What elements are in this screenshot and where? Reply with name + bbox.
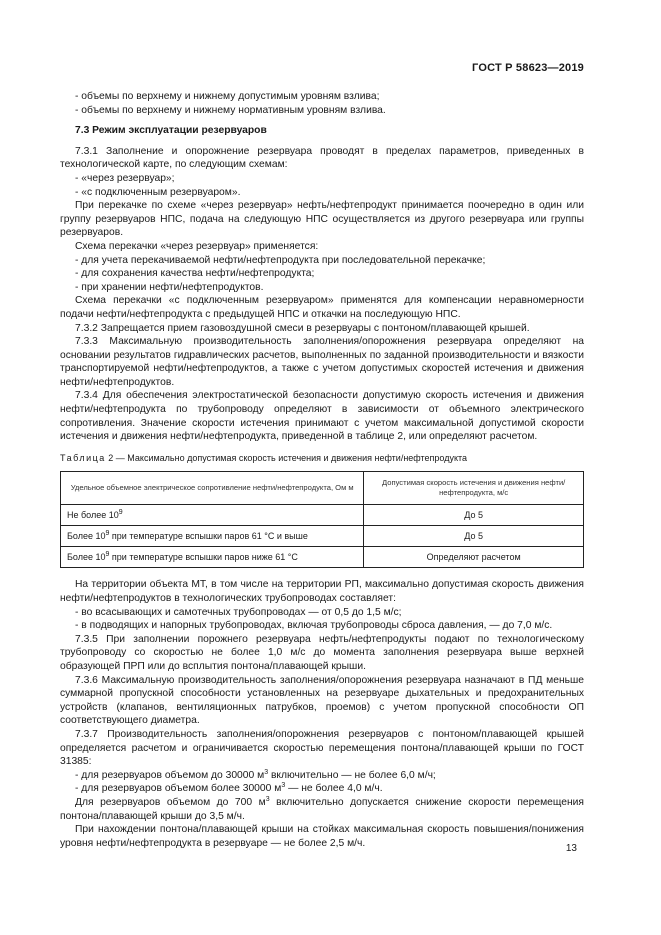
paragraph [60, 796, 584, 823]
table-cell-resistance [61, 526, 364, 547]
paragraph-text: Для резервуаров объемом до 700 м [75, 796, 266, 808]
paragraph-7-3-5: 7.3.5 При заполнении порожнего резервуара нефть/нефтепродукты подают по технологическому трубопроводу со скоростью не более 1,0 м/с до момента заполнения резервуара выше верхней образующей ПРП или до всплытия понтона/плавающей крыши. [60, 633, 584, 672]
list-item [60, 782, 584, 796]
exponent: 9 [105, 550, 110, 558]
table-row [61, 547, 584, 568]
paragraph-7-3-7: 7.3.7 Производительность заполнения/опорожнения резервуаров с понтоном/плавающей крышей определяется расчетом и ограничивается скоростью перемещения понтона/плавающей крыши по ГОСТ 31385: [60, 728, 584, 768]
paragraph-7-3-4: 7.3.4 Для обеспечения электростатической безопасности допустимую скорость истечения и движения нефти/нефтепродукта по трубопроводу определяют в зависимости от объемного электрического сопротивления. Значение скорости истечения принимают с учетом максимальной допустимой скорости истечения и движения нефти/нефтепродукта, приведенной в таблице 2, или определяют расчетом. [60, 390, 584, 443]
velocity-table [60, 471, 584, 568]
list-item: - «с подключенным резервуаром». [75, 186, 241, 198]
exponent: 9 [118, 508, 123, 516]
table-cell-resistance [61, 547, 364, 568]
list-item: - для учета перекачиваемой нефти/нефтепродукта при последовательной перекачке; [75, 254, 486, 266]
exponent: 3 [265, 795, 270, 803]
paragraph: Схема перекачки «через резервуар» применяется: [75, 240, 319, 252]
cell-text: при температуре вспышки паров 61 °С и выше [109, 530, 308, 541]
paragraph-7-3-1: 7.3.1 Заполнение и опорожнение резервуара проводят в пределах параметров, приведенных в технологической карте, по следующим схемам: [60, 145, 584, 171]
cell-text: Более 10 [67, 551, 106, 562]
list-item: - объемы по верхнему и нижнему нормативным уровням взлива. [75, 104, 386, 116]
paragraph: На территории объекта МТ, в том числе на территории РП, максимально допустимая скорость движения нефти/нефтепродуктов в технологических трубопроводах составляет: [60, 579, 584, 605]
item-text: - для резервуаров объемом более 30000 м [75, 783, 282, 795]
paragraph-7-3-3: 7.3.3 Максимальную производительность заполнения/опорожнения резервуара определяют на основании результатов гидравлических расчетов, выполненных по заданной производительности и вязкости транспортируемой нефти/нефтепродуктов, а также с учетом допустимых скоростей истечения и движения нефти/нефтепродуктов. [60, 336, 584, 388]
paragraph-text: включительно допускается снижение скорости перемещения понтона/плавающей крыши до 3,5 м/ч. [60, 796, 584, 822]
list-item: - во всасывающих и самотечных трубопроводах — от 0,5 до 1,5 м/с; [75, 606, 402, 618]
table-cell-resistance [61, 505, 364, 526]
table-cell-velocity: Определяют расчетом [364, 547, 584, 568]
list-item [60, 769, 584, 783]
paragraph: При перекачке по схеме «через резервуар» нефть/нефтепродукт принимается поочередно в один или группу резервуаров НПС, подача на следующую НПС осуществляется из другого резервуара или группы резервуаров. [60, 200, 584, 239]
page-body [60, 90, 584, 850]
cell-text: Не более 10 [67, 509, 119, 520]
table-header-resistance: Удельное объемное электрическое сопротивление нефти/нефтепродукта, Ом м [61, 472, 364, 505]
table-caption-label: Таблица [60, 452, 106, 463]
table-caption-text: 2 — Максимально допустимая скорость истечения и движения нефти/нефтепродукта [105, 452, 468, 463]
paragraph: Схема перекачки «с подключенным резервуаром» применятся для компенсации неравномерности подачи нефти/нефтепродукта с предыдущей НПС и откачки на последующую НПС. [60, 295, 584, 320]
paragraph: При нахождении понтона/плавающей крыши на стойках максимальная скорость повышения/понижения уровня нефти/нефтепродукта в резервуаре — не более 2,5 м/ч. [60, 824, 584, 849]
list-item: - при хранении нефти/нефтепродуктов. [75, 281, 264, 293]
table-cell-velocity: До 5 [364, 505, 584, 526]
table-header-row [61, 472, 584, 505]
list-item: - в подводящих и напорных трубопроводах, включая трубопроводы сброса давления, — до 7,0 м/с. [75, 620, 553, 632]
table-row [61, 505, 584, 526]
list-item: - для сохранения качества нефти/нефтепродукта; [75, 268, 315, 280]
table-cell-velocity: До 5 [364, 526, 584, 547]
exponent: 9 [105, 529, 110, 537]
paragraph-7-3-2: 7.3.2 Запрещается прием газовоздушной смеси в резервуары с понтоном/плавающей крышей. [75, 322, 530, 334]
document-id: ГОСТ Р 58623—2019 [472, 62, 584, 74]
item-text: — не более 4,0 м/ч. [285, 783, 383, 795]
section-heading: 7.3 Режим эксплуатации резервуаров [75, 125, 267, 137]
table-caption [60, 452, 584, 466]
table-row [61, 526, 584, 547]
cell-text: Более 10 [67, 530, 106, 541]
cell-text: при температуре вспышки паров ниже 61 °С [109, 551, 298, 562]
table-header-velocity: Допустимая скорость истечения и движения нефти/нефтепродукта, м/с [364, 472, 584, 505]
paragraph-7-3-6: 7.3.6 Максимальную производительность заполнения/опорожнения резервуара назначают в ПД меньше суммарной пропускной способности установленных на резервуаре дыхательных и предохранительных устройств (клапанов, вентиляционных патрубков, проемов) с учетом пропускной способности ОП соответствующего диаметра. [60, 674, 584, 727]
page-number: 13 [565, 843, 577, 855]
exponent: 3 [281, 782, 286, 790]
exponent: 3 [264, 768, 269, 776]
item-text: включительно — не более 6,0 м/ч; [268, 769, 436, 781]
item-text: - для резервуаров объемом до 30000 м [75, 769, 265, 781]
list-item: - «через резервуар»; [75, 172, 175, 184]
list-item: - объемы по верхнему и нижнему допустимым уровням взлива; [75, 91, 380, 102]
